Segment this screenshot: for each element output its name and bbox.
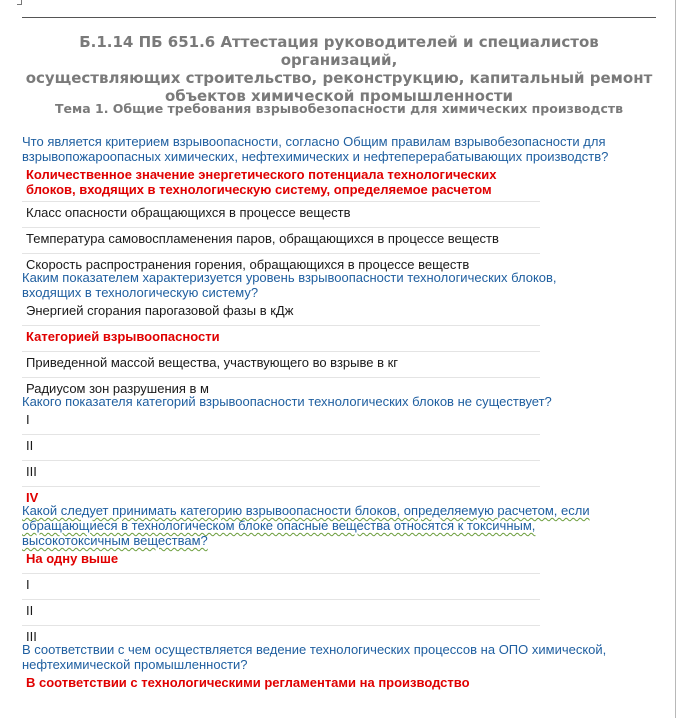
answer-line: I bbox=[26, 577, 30, 592]
question-block bbox=[22, 270, 662, 394]
question-line: Что является критерием взрывоопасности, согласно Общим правилам взрывобезопасности для bbox=[22, 134, 606, 149]
question-block bbox=[22, 134, 662, 270]
answer-list bbox=[22, 409, 662, 503]
answer-line: блоков, входящих в технологическую систему, определяемое расчетом bbox=[26, 182, 492, 197]
question-text bbox=[22, 503, 662, 548]
question-line: Какой следует принимать категорию взрывоопасности блоков, определяемую расчетом, если bbox=[22, 503, 590, 518]
question-line: Каким показателем характеризуется уровень взрывоопасности технологических блоков, bbox=[22, 270, 557, 285]
answer-line: Радиусом зон разрушения в м bbox=[26, 381, 209, 396]
page-corner-mark bbox=[17, 0, 22, 5]
answer-line: Приведенной массой вещества, участвующего во взрыве в кг bbox=[26, 355, 399, 370]
question-line: нефтехимической промышленности? bbox=[22, 657, 248, 672]
answer-option bbox=[22, 352, 540, 378]
answer-line: Скорость распространения горения, обращающихся в процессе веществ bbox=[26, 257, 470, 272]
question-text bbox=[22, 270, 662, 300]
answer-option bbox=[22, 228, 540, 254]
answer-list bbox=[22, 164, 662, 270]
answer-list bbox=[22, 672, 662, 688]
answer-option bbox=[22, 626, 540, 642]
question-text bbox=[22, 394, 662, 409]
answer-option bbox=[22, 461, 540, 487]
question-line: высокотоксичным веществам? bbox=[22, 533, 208, 548]
answer-line: Температура самовоспламенения паров, обращающихся в процессе веществ bbox=[26, 231, 499, 246]
answer-line: На одну выше bbox=[26, 551, 119, 566]
question-list bbox=[22, 134, 662, 688]
answer-option-correct bbox=[22, 548, 540, 574]
header-rule bbox=[22, 17, 656, 18]
answer-line: IV bbox=[26, 490, 39, 505]
answer-line: II bbox=[26, 603, 34, 618]
answer-option bbox=[22, 574, 540, 600]
answer-option bbox=[22, 600, 540, 626]
answer-line: III bbox=[26, 464, 37, 479]
answer-line: Класс опасности обращающихся в процессе веществ bbox=[26, 205, 351, 220]
answer-line: Категорией взрывоопасности bbox=[26, 329, 220, 344]
answer-option-correct bbox=[22, 672, 540, 688]
answer-option bbox=[22, 409, 540, 435]
question-block bbox=[22, 394, 662, 503]
answer-list bbox=[22, 548, 662, 642]
answer-line: Энергией сгорания парогазовой фазы в кДж bbox=[26, 303, 294, 318]
question-line: входящих в технологическую систему? bbox=[22, 285, 259, 300]
answer-line: III bbox=[26, 629, 37, 644]
answer-option bbox=[22, 254, 540, 270]
title-line: осуществляющих строительство, реконструкцию, капитальный ремонт bbox=[25, 69, 653, 87]
question-block bbox=[22, 503, 662, 642]
question-line: В соответствии с чем осуществляется ведение технологических процессов на ОПО химической, bbox=[22, 642, 607, 657]
answer-line: Количественное значение энергетического потенциала технологических bbox=[26, 167, 497, 182]
question-block bbox=[22, 642, 662, 688]
question-text bbox=[22, 642, 662, 672]
question-line: обращающиеся в технологическом блоке опасные вещества относятся к токсичным, bbox=[22, 518, 536, 533]
answer-option-correct bbox=[22, 326, 540, 352]
answer-line: I bbox=[26, 412, 30, 427]
question-line: взрывопожароопасных химических, нефтехимических и нефтеперерабатывающих производств? bbox=[22, 149, 609, 164]
topic-heading: Тема 1. Общие требования взрывобезопасности для химических производств bbox=[54, 101, 624, 116]
title-line: Б.1.14 ПБ 651.6 Аттестация руководителей и специалистов организаций, bbox=[79, 33, 599, 69]
answer-option bbox=[22, 435, 540, 461]
answer-option bbox=[22, 378, 540, 394]
answer-option bbox=[22, 202, 540, 228]
answer-list bbox=[22, 300, 662, 394]
title-line: объектов химической промышленности bbox=[164, 87, 514, 105]
page-edge bbox=[675, 0, 676, 718]
question-text bbox=[22, 134, 662, 164]
question-line: Какого показателя категорий взрывоопасности технологических блоков не существует? bbox=[22, 394, 552, 409]
answer-line: В соответствии с технологическими регламентами на производство bbox=[26, 675, 470, 690]
answer-line: II bbox=[26, 438, 34, 453]
document-title bbox=[22, 33, 656, 105]
answer-option bbox=[22, 300, 540, 326]
answer-option-correct bbox=[22, 487, 540, 503]
answer-option-correct bbox=[22, 164, 540, 202]
